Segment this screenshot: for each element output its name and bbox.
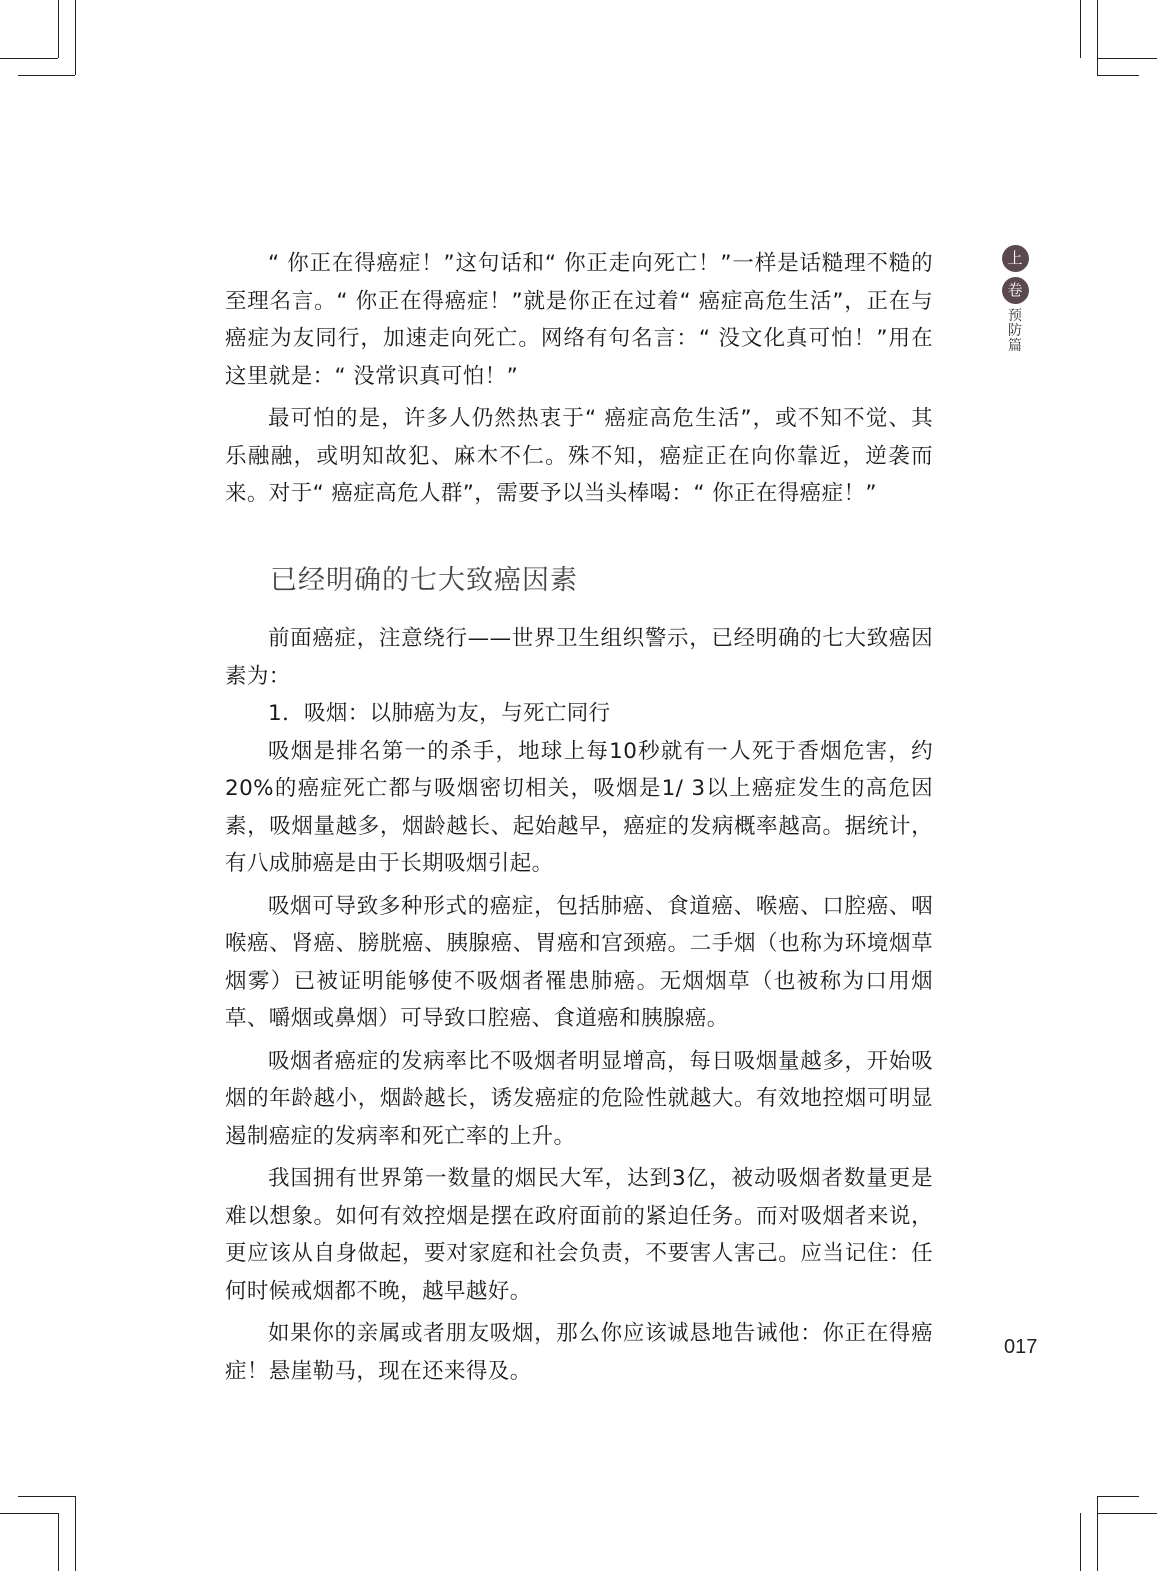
crop-mark xyxy=(58,0,59,58)
paragraph: 如果你的亲属或者朋友吸烟，那么你应该诚恳地告诫他：你正在得癌症！悬崖勒马，现在还来得及。 xyxy=(225,1321,933,1384)
crop-mark xyxy=(1097,1513,1157,1514)
crop-mark xyxy=(18,75,75,76)
crop-mark xyxy=(1080,0,1081,58)
crop-mark xyxy=(1097,58,1157,59)
crop-mark xyxy=(1080,1513,1081,1571)
paragraph: “ 你正在得癌症！”这句话和“ 你正走向死亡！”一样是话糙理不糙的至理名言。“ 你正在得癌症！”就是你正在过着“ 癌症高危生活”，正在与癌症为友同行，加速走向死亡。网络有句名言：“ 没文化真可怕！”用在这里就是：“ 没常识真可怕！” xyxy=(225,251,933,389)
section-heading: 已经明确的七大致癌因素 xyxy=(270,565,578,596)
intro-text xyxy=(225,245,933,513)
page-number: 017 xyxy=(1004,1336,1038,1358)
paragraph: 我国拥有世界第一数量的烟民大军，达到3亿，被动吸烟者数量更是难以想象。如何有效控烟是摆在政府面前的紧迫任务。而对吸烟者来说，更应该从自身做起，要对家庭和社会负责，不要害人害己。应当记住：任何时候戒烟都不晚，越早越好。 xyxy=(225,1166,933,1304)
volume-side-tab xyxy=(1000,245,1030,354)
crop-mark xyxy=(1097,1496,1139,1497)
crop-mark xyxy=(1097,0,1098,75)
paragraph: 吸烟是排名第一的杀手，地球上每10秒就有一人死于香烟危害，约20%的癌症死亡都与吸烟密切相关，吸烟是1/ 3以上癌症发生的高危因素，吸烟量越多，烟龄越长、起始越早，癌症的发病概率越高。据统计，有八成肺癌是由于长期吸烟引起。 xyxy=(225,738,933,876)
paragraph: 吸烟可导致多种形式的癌症，包括肺癌、食道癌、喉癌、口腔癌、咽喉癌、肾癌、膀胱癌、胰腺癌、胃癌和宫颈癌。二手烟（也称为环境烟草烟雾）已被证明能够使不吸烟者罹患肺癌。无烟烟草（也被称为口用烟草、嚼烟或鼻烟）可导致口腔癌、食道癌和胰腺癌。 xyxy=(225,893,933,1031)
paragraph: 最可怕的是，许多人仍然热衷于“ 癌症高危生活”，或不知不觉、其乐融融，或明知故犯、麻木不仁。殊不知，癌症正在向你靠近，逆袭而来。对于“ 癌症高危人群”，需要予以当头棒喝：“ 你正在得癌症！” xyxy=(225,406,933,506)
crop-mark xyxy=(0,1513,58,1514)
crop-mark xyxy=(1097,1496,1098,1571)
crop-mark xyxy=(18,1496,75,1497)
volume-badge-top: 上 xyxy=(1002,245,1029,272)
paragraph: 前面癌症，注意绕行——世界卫生组织警示，已经明确的七大致癌因素为： xyxy=(225,626,933,689)
paragraph: 吸烟者癌症的发病率比不吸烟者明显增高，每日吸烟量越多，开始吸烟的年龄越小，烟龄越长，诱发癌症的危险性就越大。有效地控烟可明显遏制癌症的发病率和死亡率的上升。 xyxy=(225,1048,933,1149)
section-text xyxy=(225,620,933,1390)
crop-mark xyxy=(75,0,76,75)
crop-mark xyxy=(1097,75,1139,76)
subheading: 1．吸烟：以肺癌为友，与死亡同行 xyxy=(268,701,611,726)
crop-mark xyxy=(58,1513,59,1571)
crop-mark xyxy=(75,1496,76,1571)
crop-mark xyxy=(0,58,58,59)
section-side-label: 预防篇 xyxy=(1008,308,1022,354)
volume-badge-bottom: 卷 xyxy=(1002,277,1029,304)
